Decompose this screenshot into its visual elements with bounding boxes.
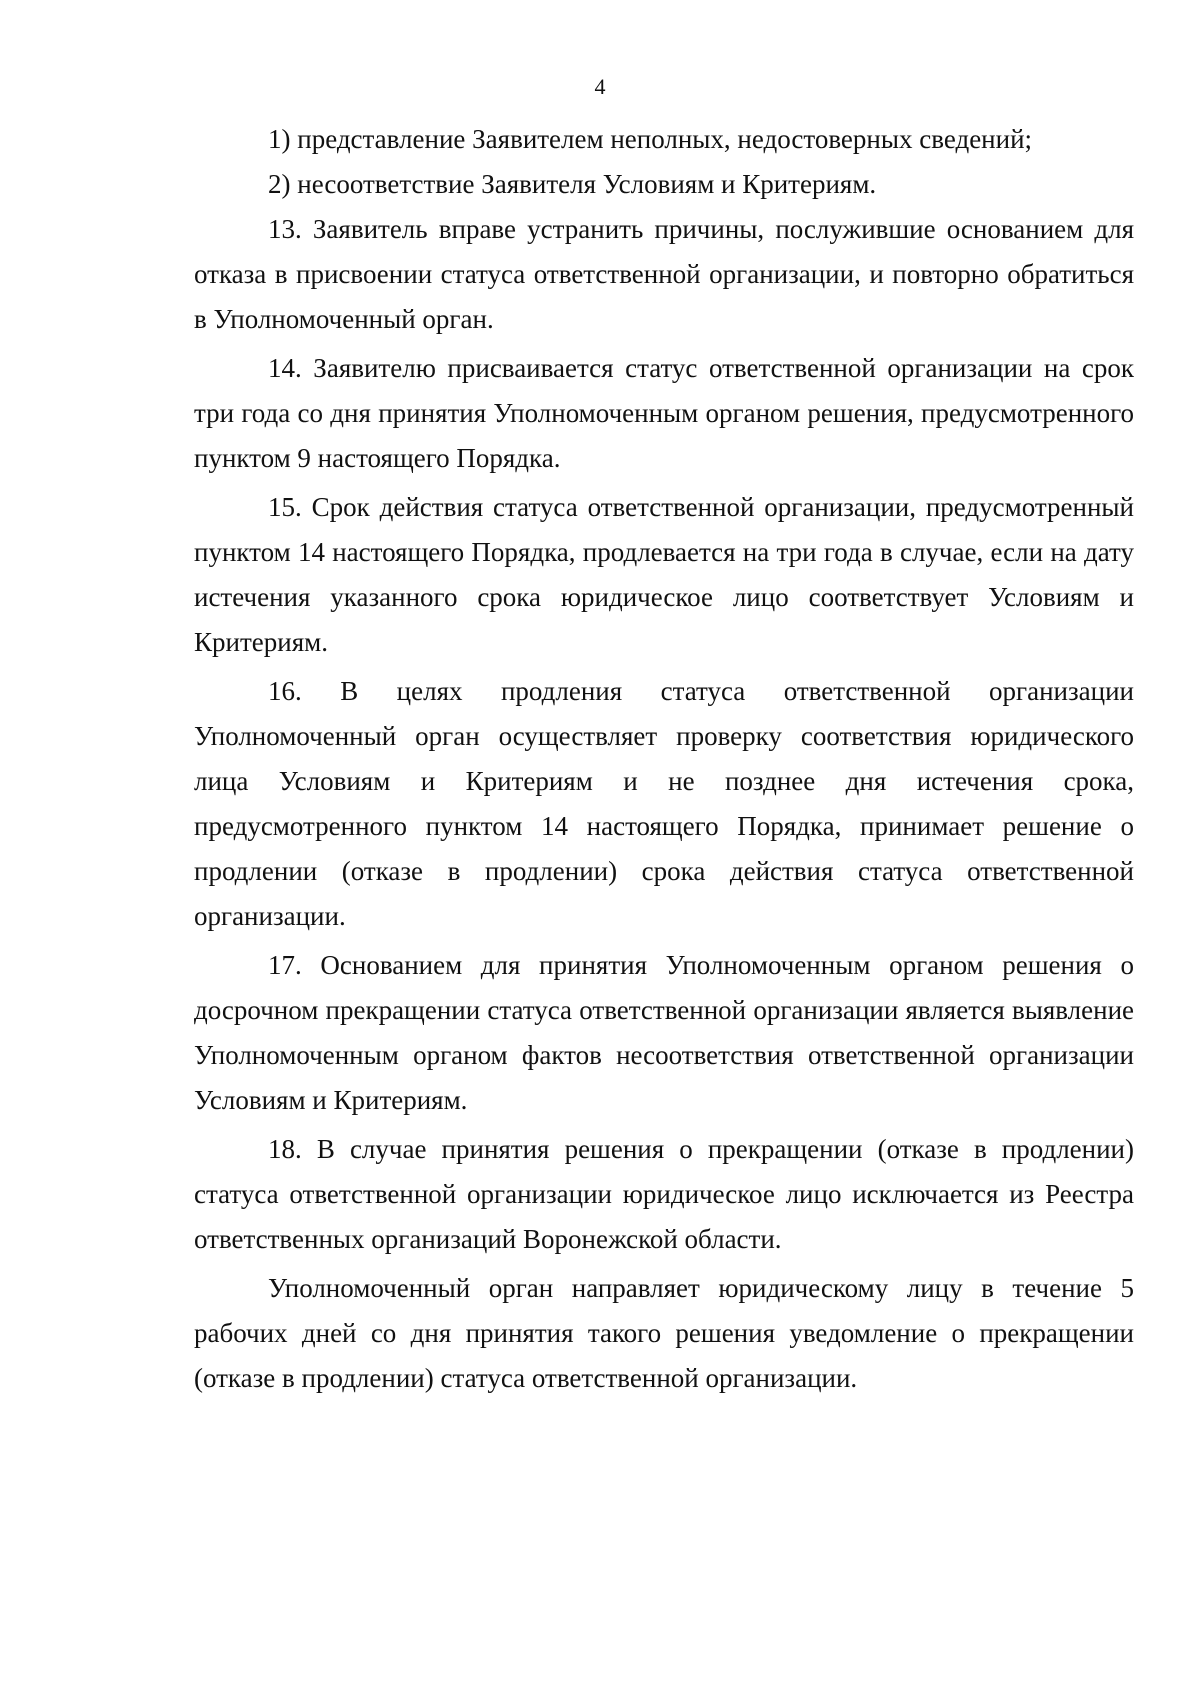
- page-number: 4: [594, 74, 606, 99]
- paragraph-15: 15. Срок действия статуса ответственной организации, предусмотренный пунктом 14 настоящего Порядка, продлевается на три года в случае, если на дату истечения указанного срока юридическое лицо соответствует Условиям и Критериям.: [194, 492, 1134, 657]
- document-body: [194, 117, 1134, 1401]
- paragraph-13: 13. Заявитель вправе устранить причины, послужившие основанием для отказа в присвоении статуса ответственной организации, и повторно обратиться в Уполномоченный орган.: [194, 214, 1134, 334]
- paragraph-notification: Уполномоченный орган направляет юридическому лицу в течение 5 рабочих дней со дня принятия такого решения уведомление о прекращении (отказе в продлении) статуса ответственной организации.: [194, 1273, 1134, 1393]
- paragraph-16: 16. В целях продления статуса ответственной организации Уполномоченный орган осуществляет проверку соответствия юридического лица Условиям и Критериям и не позднее дня истечения срока, предусмотренного пунктом 14 настоящего Порядка, принимает решение о продлении (отказе в продлении) срока действия статуса ответственной организации.: [194, 676, 1134, 931]
- paragraph-14: 14. Заявителю присваивается статус ответственной организации на срок три года со дня принятия Уполномоченным органом решения, предусмотренного пунктом 9 настоящего Порядка.: [194, 353, 1134, 473]
- paragraph-item-1: 1) представление Заявителем неполных, недостоверных сведений;: [268, 124, 1033, 154]
- paragraph-item-2: 2) несоответствие Заявителя Условиям и Критериям.: [268, 169, 877, 199]
- paragraph-17: 17. Основанием для принятия Уполномоченным органом решения о досрочном прекращении статуса ответственной организации является выявление Уполномоченным органом фактов несоответствия ответственной организации Условиям и Критериям.: [194, 950, 1134, 1115]
- paragraph-18: 18. В случае принятия решения о прекращении (отказе в продлении) статуса ответственной организации юридическое лицо исключается из Реестра ответственных организаций Воронежской области.: [194, 1134, 1134, 1254]
